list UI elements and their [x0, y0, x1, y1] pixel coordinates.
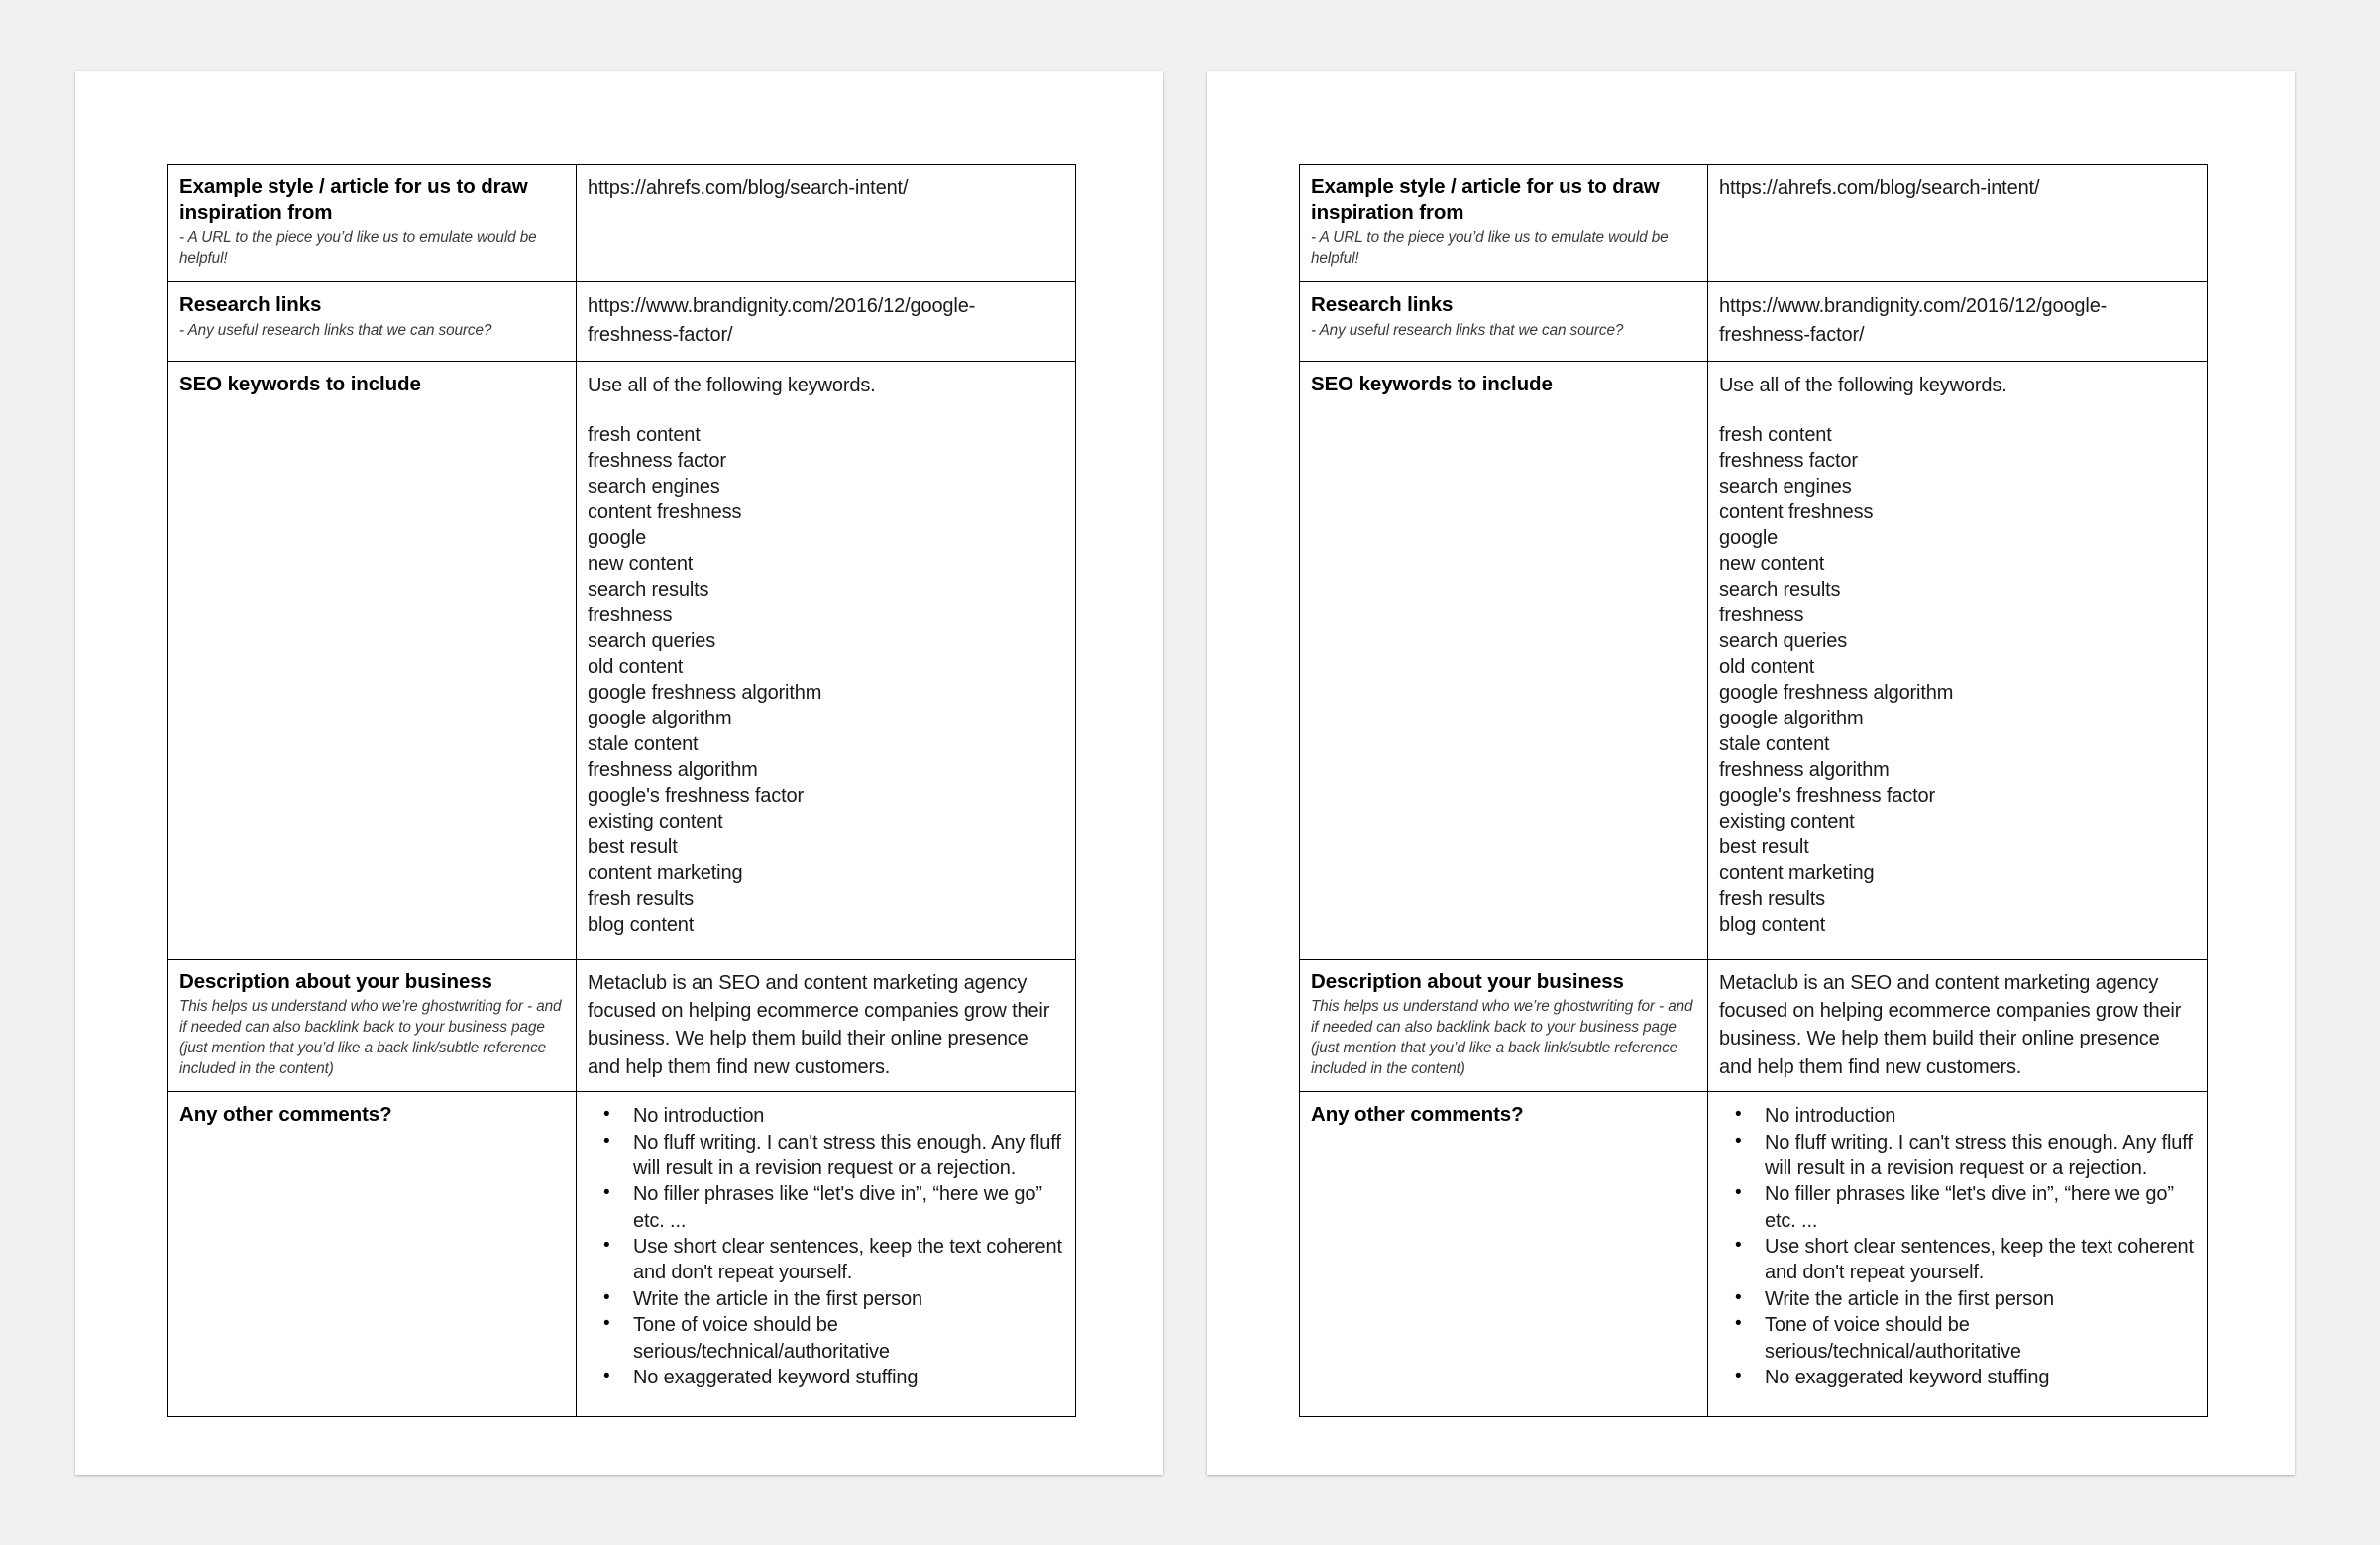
label-cell-other-comments: [168, 1092, 577, 1417]
list-item: search queries: [588, 629, 716, 652]
list-item: freshness factor: [1719, 449, 1858, 472]
list-item: new content: [1719, 552, 1825, 575]
list-item: old content: [1719, 655, 1815, 678]
example-style-url[interactable]: https://ahrefs.com/blog/search-intent/: [588, 177, 909, 199]
table-row-example-style: [1300, 165, 2208, 282]
list-item: stale content: [588, 732, 699, 755]
label-cell-research-links: [168, 282, 577, 362]
list-item: blog content: [1719, 913, 1826, 936]
brief-sheet: [1299, 164, 2207, 1417]
list-item: • No exaggerated keyword stuffing: [1765, 1365, 2196, 1390]
list-item: search engines: [588, 475, 720, 497]
list-item: • No filler phrases like “let's dive in”, “here we go” etc. ...: [1765, 1181, 2196, 1234]
value-cell-seo-keywords: [577, 362, 1076, 959]
list-item: google's freshness factor: [1719, 784, 1935, 807]
value-cell-example-style: [1708, 165, 2208, 282]
list-item: google freshness algorithm: [588, 681, 822, 704]
list-item: freshness algorithm: [1719, 758, 1890, 781]
list-item: google: [588, 526, 647, 549]
value-cell-business-description: [577, 959, 1076, 1092]
table-row-business-description: [1300, 959, 2208, 1092]
business-description-text: Metaclub is an SEO and content marketing agency focused on helping ecommerce companies grow their business. We help them build their online presence and help them find new customers.: [1719, 971, 2182, 1078]
row-label: Example style / article for us to draw inspiration from: [1311, 175, 1660, 225]
table-row-research-links: [1300, 282, 2208, 362]
list-item: fresh content: [1719, 423, 1832, 446]
brief-sheet: [167, 164, 1075, 1417]
label-cell-seo-keywords: [168, 362, 577, 959]
value-cell-research-links: [1708, 282, 2208, 362]
row-label: Description about your business: [1311, 969, 1624, 993]
row-hint: This helps us understand who we’re ghostwriting for - and if needed can also backlink back to your business page (just mention that you’d like a back link/subtle reference included in the content): [179, 997, 562, 1077]
example-style-url[interactable]: https://ahrefs.com/blog/search-intent/: [1719, 177, 2040, 199]
list-item: search results: [1719, 578, 1841, 601]
list-item: google's freshness factor: [588, 784, 804, 807]
value-cell-business-description: [1708, 959, 2208, 1092]
list-item: google algorithm: [1719, 707, 1864, 729]
list-item: fresh results: [588, 887, 694, 910]
list-item: search results: [588, 578, 709, 601]
list-item: • Write the article in the first person: [1765, 1286, 2196, 1312]
label-cell-other-comments: [1300, 1092, 1708, 1417]
row-label: SEO keywords to include: [179, 373, 421, 396]
row-label: SEO keywords to include: [1311, 373, 1553, 396]
list-item: content freshness: [588, 500, 742, 523]
list-item: content marketing: [1719, 861, 1875, 884]
label-cell-research-links: [1300, 282, 1708, 362]
table-row-seo-keywords: [1300, 362, 2208, 959]
list-item: best result: [1719, 835, 1809, 858]
document-page-1: [75, 71, 1163, 1475]
list-item: freshness algorithm: [588, 758, 758, 781]
research-link-url[interactable]: https://www.brandignity.com/2016/12/google-freshness-factor/: [1719, 295, 2108, 346]
label-cell-business-description: [1300, 959, 1708, 1092]
list-item: • No fluff writing. I can't stress this enough. Any fluff will result in a revision request or a rejection.: [1765, 1130, 2196, 1182]
keyword-list: [588, 422, 1064, 938]
row-label: Description about your business: [179, 969, 492, 993]
row-label: Research links: [1311, 293, 1454, 317]
list-item: • No exaggerated keyword stuffing: [633, 1365, 1064, 1390]
list-item: new content: [588, 552, 694, 575]
row-label: Any other comments?: [179, 1103, 392, 1127]
list-item: search queries: [1719, 629, 1848, 652]
document-page-2: [1207, 71, 2295, 1475]
row-hint: - A URL to the piece you’d like us to emulate would be helpful!: [179, 229, 537, 268]
list-item: old content: [588, 655, 684, 678]
table-row-business-description: [168, 959, 1076, 1092]
comments-list: [1719, 1103, 2196, 1390]
list-item: freshness: [588, 604, 673, 626]
table-row-example-style: [168, 165, 1076, 282]
list-item: • No fluff writing. I can't stress this enough. Any fluff will result in a revision request or a rejection.: [633, 1130, 1064, 1182]
value-cell-other-comments: [577, 1092, 1076, 1417]
list-item: freshness: [1719, 604, 1804, 626]
content-brief-table: [1299, 164, 2208, 1417]
row-label: Research links: [179, 293, 322, 317]
keyword-list: [1719, 422, 2196, 938]
comments-list: [588, 1103, 1064, 1390]
list-item: • Use short clear sentences, keep the text coherent and don't repeat yourself.: [1765, 1234, 2196, 1286]
value-cell-research-links: [577, 282, 1076, 362]
keywords-intro: Use all of the following keywords.: [588, 375, 876, 397]
list-item: google algorithm: [588, 707, 732, 729]
row-hint: - A URL to the piece you’d like us to emulate would be helpful!: [1311, 229, 1669, 268]
list-item: fresh content: [588, 423, 701, 446]
list-item: google freshness algorithm: [1719, 681, 1954, 704]
row-label: Example style / article for us to draw inspiration from: [179, 175, 528, 225]
row-hint: This helps us understand who we’re ghostwriting for - and if needed can also backlink back to your business page (just mention that you’d like a back link/subtle reference included in the content): [1311, 997, 1693, 1077]
row-hint: - Any useful research links that we can source?: [179, 321, 492, 339]
list-item: • Write the article in the first person: [633, 1286, 1064, 1312]
label-cell-example-style: [168, 165, 577, 282]
value-cell-other-comments: [1708, 1092, 2208, 1417]
list-item: content freshness: [1719, 500, 1874, 523]
table-row-research-links: [168, 282, 1076, 362]
row-label: Any other comments?: [1311, 1103, 1524, 1127]
value-cell-example-style: [577, 165, 1076, 282]
list-item: best result: [588, 835, 678, 858]
list-item: content marketing: [588, 861, 743, 884]
label-cell-seo-keywords: [1300, 362, 1708, 959]
research-link-url[interactable]: https://www.brandignity.com/2016/12/google-freshness-factor/: [588, 295, 976, 346]
value-cell-seo-keywords: [1708, 362, 2208, 959]
label-cell-business-description: [168, 959, 577, 1092]
list-item: • Tone of voice should be serious/technical/authoritative: [1765, 1312, 2196, 1365]
list-item: google: [1719, 526, 1779, 549]
content-brief-table: [167, 164, 1076, 1417]
business-description-text: Metaclub is an SEO and content marketing agency focused on helping ecommerce companies grow their business. We help them build their online presence and help them find new customers.: [588, 971, 1050, 1078]
list-item: • No introduction: [633, 1103, 1064, 1129]
list-item: • Tone of voice should be serious/technical/authoritative: [633, 1312, 1064, 1365]
list-item: existing content: [1719, 810, 1855, 832]
table-row-other-comments: [168, 1092, 1076, 1417]
list-item: existing content: [588, 810, 723, 832]
list-item: • No introduction: [1765, 1103, 2196, 1129]
document-pages: [75, 71, 2295, 1475]
list-item: fresh results: [1719, 887, 1825, 910]
table-row-other-comments: [1300, 1092, 2208, 1417]
list-item: • Use short clear sentences, keep the text coherent and don't repeat yourself.: [633, 1234, 1064, 1286]
row-hint: - Any useful research links that we can source?: [1311, 321, 1624, 339]
table-row-seo-keywords: [168, 362, 1076, 959]
list-item: freshness factor: [588, 449, 726, 472]
label-cell-example-style: [1300, 165, 1708, 282]
list-item: • No filler phrases like “let's dive in”, “here we go” etc. ...: [633, 1181, 1064, 1234]
list-item: stale content: [1719, 732, 1830, 755]
list-item: search engines: [1719, 475, 1852, 497]
keywords-intro: Use all of the following keywords.: [1719, 375, 2007, 397]
list-item: blog content: [588, 913, 695, 936]
